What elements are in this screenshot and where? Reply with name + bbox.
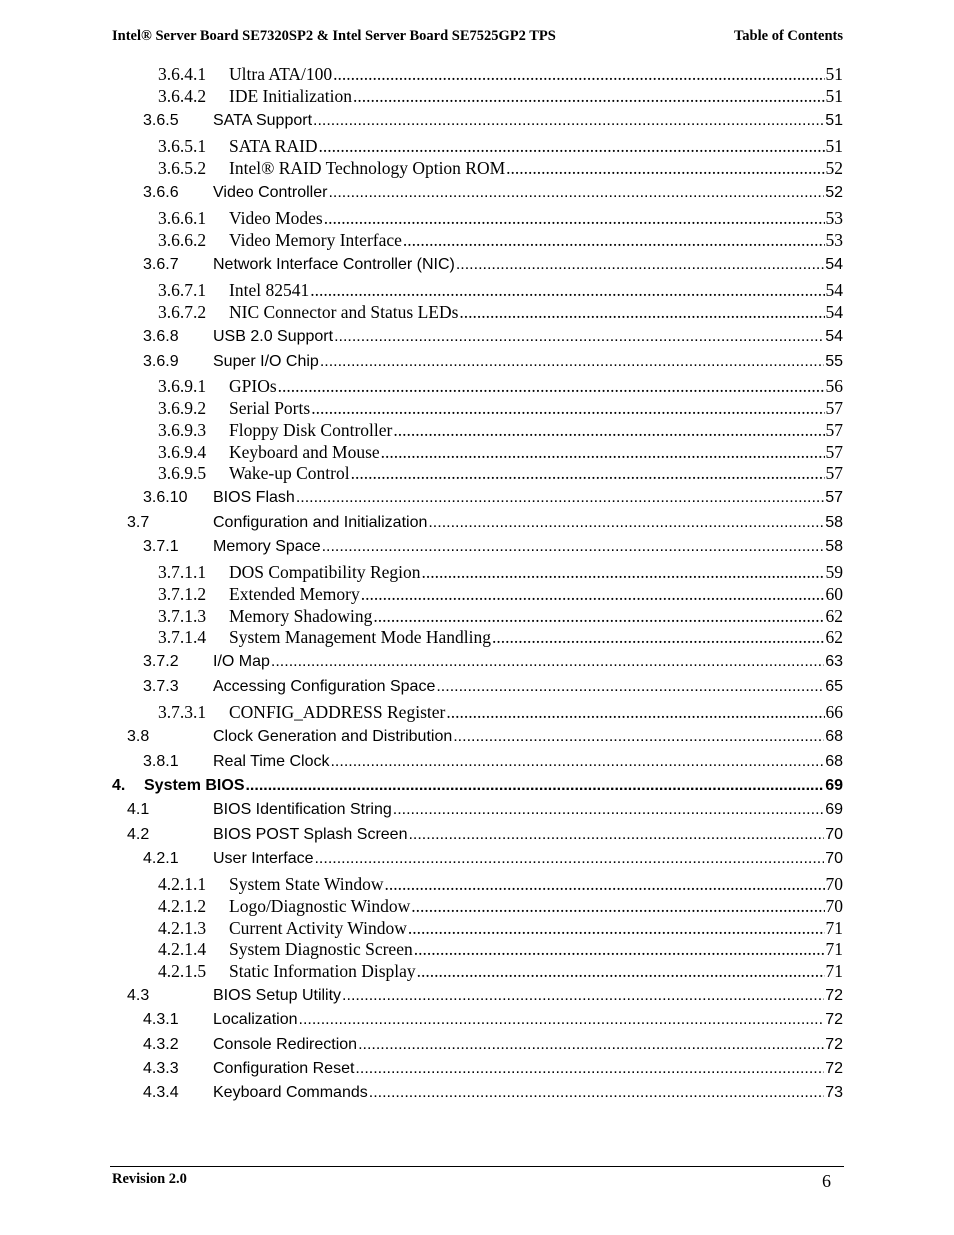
toc-entry-title: User Interface bbox=[213, 850, 314, 867]
dot-leader bbox=[456, 254, 824, 276]
dot-leader bbox=[333, 63, 824, 85]
toc-entry-number: 3.6.6 bbox=[143, 184, 179, 201]
toc-entry-number: 3.7.1.4 bbox=[158, 627, 207, 647]
toc-entry-number: 4.2.1.4 bbox=[158, 939, 207, 959]
toc-entry-number: 4.2.1.2 bbox=[158, 896, 207, 916]
toc-entry-page: 71 bbox=[825, 961, 843, 981]
toc-entry[interactable] bbox=[158, 441, 843, 463]
toc-entry[interactable] bbox=[143, 751, 843, 773]
toc-entry[interactable] bbox=[143, 1082, 843, 1104]
dot-leader bbox=[381, 441, 825, 463]
toc-entry[interactable] bbox=[158, 938, 843, 960]
dot-leader bbox=[436, 676, 824, 698]
toc-entry-page: 52 bbox=[825, 184, 843, 201]
toc-entry-number: 3.7.2 bbox=[143, 653, 179, 670]
toc-entry-title: Floppy Disk Controller bbox=[229, 420, 393, 440]
toc-entry-number: 4.2 bbox=[127, 826, 150, 843]
dot-leader bbox=[506, 157, 824, 179]
toc-entry-page: 54 bbox=[825, 256, 843, 273]
toc-entry[interactable] bbox=[158, 229, 843, 251]
toc-entry[interactable] bbox=[143, 487, 843, 509]
toc-entry-number: 3.6.9.5 bbox=[158, 463, 207, 483]
dot-leader bbox=[361, 583, 825, 605]
toc-entry-number: 3.6.5 bbox=[143, 112, 179, 129]
dot-leader bbox=[310, 279, 824, 301]
toc-entry-number: 4.2.1.5 bbox=[158, 961, 207, 981]
toc-entry[interactable] bbox=[158, 279, 843, 301]
dot-leader bbox=[320, 351, 824, 373]
toc-entry-number: 3.8.1 bbox=[143, 753, 179, 770]
toc-entry-page: 57 bbox=[825, 398, 843, 418]
toc-entry-page: 66 bbox=[825, 702, 843, 722]
toc-entry-title: BIOS Flash bbox=[213, 489, 295, 506]
toc-entry[interactable] bbox=[143, 848, 843, 870]
toc-entry-page: 57 bbox=[825, 489, 843, 506]
toc-entry-title: I/O Map bbox=[213, 653, 270, 670]
toc-entry-page: 68 bbox=[825, 728, 843, 745]
toc-entry-number: 3.6.10 bbox=[143, 489, 188, 506]
toc-entry-page: 63 bbox=[825, 653, 843, 670]
toc-entry-title: DOS Compatibility Region bbox=[229, 562, 421, 582]
dot-leader bbox=[319, 135, 825, 157]
toc-entry-title: System State Window bbox=[229, 874, 384, 894]
toc-entry[interactable] bbox=[127, 512, 843, 534]
toc-entry-number: 4.1 bbox=[127, 801, 150, 818]
toc-entry-number: 3.6.6.1 bbox=[158, 208, 207, 228]
toc-entry-page: 51 bbox=[825, 86, 843, 106]
toc-entry-page: 68 bbox=[825, 753, 843, 770]
toc-entry-page: 54 bbox=[825, 302, 843, 322]
toc-entry-page: 62 bbox=[825, 606, 843, 626]
toc-entry-title: Keyboard Commands bbox=[213, 1084, 368, 1101]
section-title: Table of Contents bbox=[733, 28, 843, 44]
toc-entry-number: 3.7.1.3 bbox=[158, 606, 207, 626]
dot-leader bbox=[414, 938, 825, 960]
toc-entry-title: Configuration Reset bbox=[213, 1060, 355, 1077]
toc-entry[interactable] bbox=[158, 135, 843, 157]
toc-entry-page: 53 bbox=[825, 230, 843, 250]
toc-entry-page: 54 bbox=[825, 328, 843, 345]
toc-entry[interactable] bbox=[143, 676, 843, 698]
toc-entry-title: BIOS POST Splash Screen bbox=[213, 826, 408, 843]
toc-entry[interactable] bbox=[143, 182, 843, 204]
toc-entry[interactable] bbox=[158, 462, 843, 484]
dot-leader bbox=[353, 85, 825, 107]
dot-leader bbox=[324, 207, 825, 229]
toc-entry-page: 70 bbox=[825, 896, 843, 916]
toc-entry-title: System Diagnostic Screen bbox=[229, 939, 413, 959]
toc-entry[interactable] bbox=[158, 157, 843, 179]
toc-entry-number: 4.3 bbox=[127, 987, 150, 1004]
toc-entry-page: 71 bbox=[825, 918, 843, 938]
toc-entry-title: Ultra ATA/100 bbox=[229, 64, 333, 84]
dot-leader bbox=[334, 326, 824, 348]
toc-entry[interactable] bbox=[143, 536, 843, 558]
dot-leader bbox=[446, 701, 824, 723]
toc-entry[interactable] bbox=[158, 301, 843, 323]
toc-entry-number: 3.6.5.1 bbox=[158, 136, 207, 156]
toc-entry[interactable] bbox=[143, 651, 843, 673]
toc-entry[interactable] bbox=[143, 1034, 843, 1056]
toc-entry[interactable] bbox=[127, 824, 843, 846]
dot-leader bbox=[278, 375, 825, 397]
toc-entry[interactable] bbox=[158, 85, 843, 107]
toc-entry[interactable] bbox=[143, 254, 843, 276]
toc-entry[interactable] bbox=[158, 626, 843, 648]
toc-entry-title: CONFIG_ADDRESS Register bbox=[229, 702, 446, 722]
toc-entry-number: 4.2.1.1 bbox=[158, 874, 207, 894]
toc-entry-number: 4.3.1 bbox=[143, 1011, 179, 1028]
toc-entry-number: 4.2.1 bbox=[143, 850, 179, 867]
toc-entry-title: Network Interface Controller (NIC) bbox=[213, 256, 455, 273]
dot-leader bbox=[459, 301, 824, 323]
toc-entry-page: 59 bbox=[825, 562, 843, 582]
toc-entry-title: Intel 82541 bbox=[229, 280, 310, 300]
revision-label: Revision 2.0 bbox=[112, 1171, 187, 1187]
toc-entry-page: 60 bbox=[825, 584, 843, 604]
toc-entry-page: 51 bbox=[825, 112, 843, 129]
toc-entry-number: 3.6.9 bbox=[143, 353, 179, 370]
dot-leader bbox=[313, 110, 824, 132]
toc-entry-page: 53 bbox=[825, 208, 843, 228]
dot-leader bbox=[330, 751, 824, 773]
toc-entry[interactable] bbox=[158, 583, 843, 605]
toc-entry-page: 57 bbox=[825, 420, 843, 440]
toc-entry-title: Memory Shadowing bbox=[229, 606, 373, 626]
footer-divider bbox=[110, 1166, 844, 1167]
toc-entry-page: 57 bbox=[825, 442, 843, 462]
dot-leader bbox=[328, 182, 824, 204]
toc-entry-number: 3.6.8 bbox=[143, 328, 179, 345]
toc-entry-title: System Management Mode Handling bbox=[229, 627, 491, 647]
toc-entry-title: Video Controller bbox=[213, 184, 328, 201]
toc-entry-page: 70 bbox=[825, 826, 843, 843]
dot-leader bbox=[358, 1034, 824, 1056]
toc-entry-title: USB 2.0 Support bbox=[213, 328, 334, 345]
dot-leader bbox=[428, 512, 824, 534]
toc-entry-page: 70 bbox=[825, 850, 843, 867]
toc-entry-page: 70 bbox=[825, 874, 843, 894]
dot-leader bbox=[393, 799, 824, 821]
toc-entry[interactable] bbox=[143, 110, 843, 132]
toc-entry-title: GPIOs bbox=[229, 376, 277, 396]
toc-entry-number: 3.6.9.4 bbox=[158, 442, 207, 462]
toc-entry-title: Super I/O Chip bbox=[213, 353, 319, 370]
toc-entry-title: Static Information Display bbox=[229, 961, 416, 981]
toc-entry-title: Real Time Clock bbox=[213, 753, 330, 770]
dot-leader bbox=[311, 397, 824, 419]
toc-entry-page: 72 bbox=[825, 1011, 843, 1028]
toc-entry-page: 72 bbox=[825, 1036, 843, 1053]
toc-entry-page: 73 bbox=[825, 1084, 843, 1101]
toc-entry-page: 52 bbox=[825, 158, 843, 178]
toc-entry-number: 3.7.1 bbox=[143, 538, 179, 555]
toc-entry-page: 51 bbox=[825, 136, 843, 156]
toc-entry-title: Keyboard and Mouse bbox=[229, 442, 380, 462]
toc-entry-title: BIOS Setup Utility bbox=[213, 987, 342, 1004]
toc-entry-number: 3.6.7.2 bbox=[158, 302, 207, 322]
toc-entry-title: NIC Connector and Status LEDs bbox=[229, 302, 459, 322]
dot-leader bbox=[314, 848, 824, 870]
toc-entry-title: Logo/Diagnostic Window bbox=[229, 896, 411, 916]
toc-entry-title: Wake-up Control bbox=[229, 463, 350, 483]
page-number: 6 bbox=[822, 1171, 831, 1191]
dot-leader bbox=[351, 462, 825, 484]
toc-entry[interactable] bbox=[158, 701, 843, 723]
toc-entry-title: Clock Generation and Distribution bbox=[213, 728, 453, 745]
toc-entry-number: 3.7 bbox=[127, 514, 150, 531]
toc-entry[interactable] bbox=[158, 895, 843, 917]
toc-entry-number: 3.6.7.1 bbox=[158, 280, 207, 300]
toc-entry-page: 72 bbox=[825, 987, 843, 1004]
toc-entry-number: 3.6.9.1 bbox=[158, 376, 207, 396]
toc-entry[interactable] bbox=[143, 326, 843, 348]
toc-entry[interactable] bbox=[112, 775, 843, 797]
dot-leader bbox=[385, 873, 825, 895]
document-title: Intel® Server Board SE7320SP2 & Intel Server Board SE7525GP2 TPS bbox=[112, 28, 556, 44]
toc-entry-title: Intel® RAID Technology Option ROM bbox=[229, 158, 506, 178]
toc-entry-number: 3.6.4.1 bbox=[158, 64, 207, 84]
toc-entry-title: Localization bbox=[213, 1011, 298, 1028]
toc-entry-page: 71 bbox=[825, 939, 843, 959]
toc-entry-title: Extended Memory bbox=[229, 584, 360, 604]
toc-entry-title: Configuration and Initialization bbox=[213, 514, 428, 531]
dot-leader bbox=[411, 895, 824, 917]
toc-entry-page: 72 bbox=[825, 1060, 843, 1077]
toc-entry-page: 62 bbox=[825, 627, 843, 647]
toc-entry[interactable] bbox=[158, 375, 843, 397]
toc-entry-page: 57 bbox=[825, 463, 843, 483]
toc-entry-number: 3.7.3 bbox=[143, 678, 179, 695]
toc-entry-page: 69 bbox=[825, 777, 843, 794]
toc-entry[interactable] bbox=[143, 1009, 843, 1031]
toc-entry-number: 4.2.1.3 bbox=[158, 918, 207, 938]
toc-entry[interactable] bbox=[127, 726, 843, 748]
toc-entry[interactable] bbox=[158, 960, 843, 982]
toc-entry-title: Video Modes bbox=[229, 208, 323, 228]
toc-entry-title: Video Memory Interface bbox=[229, 230, 402, 250]
toc-entry-title: IDE Initialization bbox=[229, 86, 352, 106]
toc-entry[interactable] bbox=[158, 873, 843, 895]
dot-leader bbox=[393, 419, 824, 441]
toc-entry-title: Memory Space bbox=[213, 538, 321, 555]
toc-entry-page: 58 bbox=[825, 514, 843, 531]
dot-leader bbox=[403, 229, 825, 251]
dot-leader bbox=[417, 960, 825, 982]
dot-leader bbox=[245, 775, 824, 797]
toc-entry-number: 3.7.1.2 bbox=[158, 584, 207, 604]
dot-leader bbox=[408, 917, 825, 939]
dot-leader bbox=[369, 1082, 824, 1104]
dot-leader bbox=[322, 536, 825, 558]
toc-entry-title: SATA RAID bbox=[229, 136, 318, 156]
toc-entry[interactable] bbox=[158, 605, 843, 627]
toc-entry[interactable] bbox=[158, 207, 843, 229]
toc-entry-number: 4.3.4 bbox=[143, 1084, 179, 1101]
toc-entry[interactable] bbox=[158, 419, 843, 441]
toc-entry-title: SATA Support bbox=[213, 112, 313, 129]
toc-entry-number: 4.3.2 bbox=[143, 1036, 179, 1053]
toc-entry-title: BIOS Identification String bbox=[213, 801, 392, 818]
dot-leader bbox=[408, 824, 824, 846]
toc-entry[interactable] bbox=[158, 397, 843, 419]
toc-entry-title: Accessing Configuration Space bbox=[213, 678, 436, 695]
dot-leader bbox=[422, 561, 825, 583]
dot-leader bbox=[296, 487, 824, 509]
toc-entry-number: 3.6.7 bbox=[143, 256, 179, 273]
toc-entry[interactable] bbox=[158, 63, 843, 85]
toc-entry-page: 55 bbox=[825, 353, 843, 370]
dot-leader bbox=[355, 1058, 824, 1080]
toc-entry-page: 51 bbox=[825, 64, 843, 84]
toc-entry[interactable] bbox=[127, 799, 843, 821]
toc-entry-number: 3.7.3.1 bbox=[158, 702, 207, 722]
toc-entry-page: 58 bbox=[825, 538, 843, 555]
toc-entry[interactable] bbox=[158, 561, 843, 583]
toc-entry-number: 4.3.3 bbox=[143, 1060, 179, 1077]
toc-entry[interactable] bbox=[143, 351, 843, 373]
dot-leader bbox=[453, 726, 824, 748]
toc-entry-number: 3.6.9.2 bbox=[158, 398, 207, 418]
toc-entry-title: System BIOS bbox=[144, 777, 245, 794]
toc-entry[interactable] bbox=[143, 1058, 843, 1080]
toc-entry-title: Current Activity Window bbox=[229, 918, 407, 938]
toc-entry-number: 3.6.9.3 bbox=[158, 420, 207, 440]
dot-leader bbox=[271, 651, 824, 673]
toc-entry-number: 3.7.1.1 bbox=[158, 562, 207, 582]
toc-entry-title: Console Redirection bbox=[213, 1036, 358, 1053]
dot-leader bbox=[373, 605, 824, 627]
toc-entry-page: 56 bbox=[825, 376, 843, 396]
toc-entry-number: 4. bbox=[112, 777, 126, 794]
toc-entry-page: 69 bbox=[825, 801, 843, 818]
toc-entry-number: 3.6.6.2 bbox=[158, 230, 207, 250]
dot-leader bbox=[342, 985, 824, 1007]
toc-entry-title: Serial Ports bbox=[229, 398, 311, 418]
toc-entry-number: 3.6.5.2 bbox=[158, 158, 207, 178]
toc-entry-number: 3.6.4.2 bbox=[158, 86, 207, 106]
toc-entry[interactable] bbox=[158, 917, 843, 939]
dot-leader bbox=[299, 1009, 825, 1031]
toc-entry-page: 65 bbox=[825, 678, 843, 695]
toc-entry[interactable] bbox=[127, 985, 843, 1007]
toc-entry-page: 54 bbox=[825, 280, 843, 300]
toc-entry-number: 3.8 bbox=[127, 728, 150, 745]
dot-leader bbox=[492, 626, 825, 648]
